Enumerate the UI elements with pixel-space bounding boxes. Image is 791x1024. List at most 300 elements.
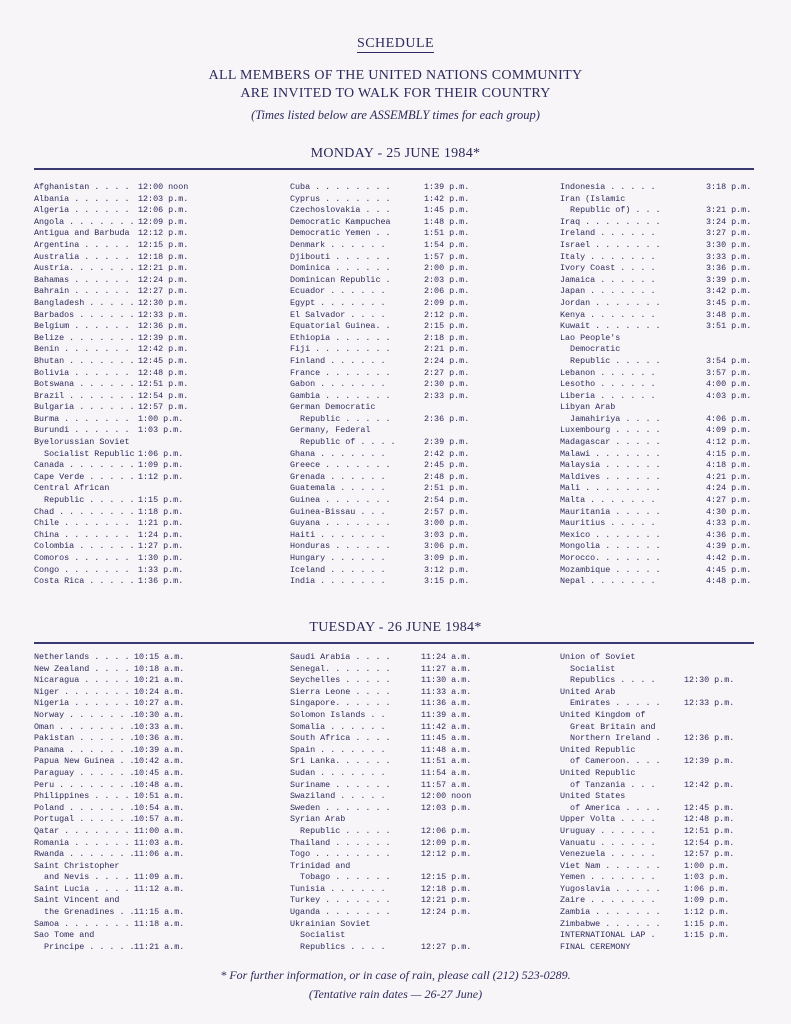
assembly-time: 11:15 a.m. — [134, 907, 185, 918]
assembly-time: 4:48 p.m. — [706, 576, 752, 587]
assembly-time: 1:45 p.m. — [424, 205, 470, 216]
country-name: Ecuador . . . . . . — [290, 286, 386, 297]
country-name: Tunisia . . . . . . — [290, 883, 386, 894]
country-name: Sri Lanka. . . . . . — [290, 756, 391, 767]
country-name: Albania . . . . . . — [34, 193, 130, 204]
assembly-time: 3:39 p.m. — [706, 274, 752, 285]
country-name: Cape Verde . . . . . — [34, 471, 135, 482]
assembly-time: 4:24 p.m. — [706, 483, 752, 494]
country-name: Australia . . . . . — [34, 251, 130, 262]
country-name: Canada . . . . . . . — [34, 460, 135, 471]
assembly-time: 12:12 p.m. — [421, 849, 472, 860]
invitation-line-1: ALL MEMBERS OF THE UNITED NATIONS COMMUNITY — [208, 68, 583, 83]
country-name: Mali . . . . . . . . — [560, 483, 661, 494]
assembly-time: 1:33 p.m. — [138, 564, 184, 575]
country-name: Togo . . . . . . . . — [290, 849, 391, 860]
assembly-time: 12:09 p.m. — [138, 216, 189, 227]
assembly-time: 3:45 p.m. — [706, 297, 752, 308]
country-name: Oman . . . . . . . . — [34, 721, 135, 732]
assembly-time: 12:54 p.m. — [138, 390, 189, 401]
country-name: Socialist — [290, 930, 346, 941]
country-name: Saudi Arabia . . . . — [290, 652, 391, 662]
country-name: of Cameroon. . . . — [560, 756, 661, 767]
country-name: Nepal . . . . . . . — [560, 576, 656, 587]
country-name: Bolivia . . . . . . — [34, 367, 130, 378]
assembly-time: 12:30 p.m. — [138, 297, 189, 308]
assembly-note: (Times listed below are ASSEMBLY times for each group) — [251, 108, 540, 122]
assembly-time: 1:39 p.m. — [424, 182, 470, 192]
country-name: Malawi . . . . . . . — [560, 448, 661, 459]
assembly-time: 11:27 a.m. — [421, 663, 472, 674]
assembly-time: 1:18 p.m. — [138, 506, 184, 517]
country-name: Republics . . . . — [290, 941, 386, 952]
footer-info: * For further information, or in case of rain, please call (212) 523-0289. — [220, 968, 571, 982]
country-name: Iraq . . . . . . . . — [560, 216, 661, 227]
assembly-time: 12:27 p.m. — [421, 941, 472, 952]
assembly-time: 10:45 a.m. — [134, 767, 185, 778]
country-name: Uruguay . . . . . . — [560, 825, 656, 836]
country-name: Mongolia . . . . . . — [560, 541, 661, 552]
country-name: Northern Ireland . — [560, 733, 661, 744]
assembly-time: 12:36 p.m. — [684, 733, 735, 744]
country-name: Gabon . . . . . . . — [290, 379, 386, 390]
country-name: Japan . . . . . . . — [560, 286, 656, 297]
country-name: Czechoslovakia . . . — [290, 205, 391, 216]
country-name: Emirates . . . . . — [560, 698, 661, 709]
assembly-time: 12:18 p.m. — [421, 883, 472, 894]
country-name: Nicaragua . . . . . — [34, 675, 130, 686]
assembly-time: 12:24 p.m. — [421, 907, 472, 918]
assembly-time: 10:57 a.m. — [134, 814, 185, 825]
assembly-time: 2:18 p.m. — [424, 332, 470, 343]
country-name: New Zealand . . . . — [34, 663, 130, 674]
country-name: Peru . . . . . . . . — [34, 779, 135, 790]
assembly-time: 1:15 p.m. — [138, 495, 184, 506]
country-name: Ivory Coast . . . . — [560, 263, 656, 274]
country-name: Israel . . . . . . . — [560, 239, 661, 250]
country-name: Viet Nam . . . . . . — [560, 860, 661, 871]
assembly-time: 12:39 p.m. — [684, 756, 735, 767]
country-name: United Kingdom of — [560, 709, 646, 720]
country-name: Sierra Leone . . . . — [290, 686, 391, 697]
country-name: FINAL CEREMONY — [560, 941, 631, 952]
country-name: Ghana . . . . . . . — [290, 448, 386, 459]
country-name: Austria. . . . . . . — [34, 263, 135, 274]
assembly-time: 10:18 a.m. — [134, 663, 185, 674]
country-name: Bahrain . . . . . . — [34, 286, 130, 297]
country-name: Jamaica . . . . . . — [560, 274, 656, 285]
country-name: Sudan . . . . . . . — [290, 767, 386, 778]
assembly-time: 2:39 p.m. — [424, 437, 470, 448]
country-name: Comoros . . . . . . — [34, 553, 130, 563]
country-name: Mauritius . . . . . — [560, 518, 656, 529]
country-name: Tobago . . . . . . — [290, 872, 391, 883]
country-name: Trinidad and — [290, 860, 351, 871]
assembly-time: 11:24 a.m. — [421, 652, 472, 662]
assembly-time: 3:54 p.m. — [706, 355, 752, 366]
assembly-time: 12:00 noon — [138, 182, 189, 192]
assembly-time: 12:12 p.m. — [138, 228, 189, 239]
country-name: South Africa . . . . — [290, 733, 391, 744]
country-name: Norway . . . . . . . — [34, 709, 135, 720]
country-name: Afghanistan . . . . — [34, 182, 130, 192]
assembly-time: 10:54 a.m. — [134, 802, 185, 813]
country-name: Cuba . . . . . . . . — [290, 182, 391, 192]
country-name: Guatemala . . . . . — [290, 483, 386, 494]
assembly-time: 12:33 p.m. — [138, 309, 189, 320]
assembly-time: 1:51 p.m. — [424, 228, 470, 239]
country-name: Socialist — [560, 663, 616, 674]
assembly-time: 1:27 p.m. — [138, 541, 184, 552]
country-name: Brazil . . . . . . . — [34, 390, 135, 401]
country-name: Haiti . . . . . . . — [290, 529, 386, 540]
assembly-time: 3:18 p.m. — [706, 182, 752, 192]
country-name: Paraguay . . . . . . — [34, 767, 135, 778]
country-name: Upper Volta . . . . — [560, 814, 656, 825]
assembly-time: 3:51 p.m. — [706, 321, 752, 332]
assembly-time: 1:12 p.m. — [684, 907, 730, 918]
assembly-time: 12:42 p.m. — [138, 344, 189, 355]
country-name: Socialist Republic — [34, 448, 135, 459]
assembly-time: 11:57 a.m. — [421, 779, 472, 790]
assembly-time: 11:39 a.m. — [421, 709, 472, 720]
country-name: Zimbabwe . . . . . . — [560, 918, 661, 929]
country-name: Kuwait . . . . . . . — [560, 321, 661, 332]
assembly-time: 12:15 p.m. — [421, 872, 472, 883]
assembly-time: 3:12 p.m. — [424, 564, 470, 575]
country-name: Philippines . . . . — [34, 791, 130, 802]
country-name: Indonesia . . . . . — [560, 182, 656, 192]
assembly-time: 2:36 p.m. — [424, 413, 470, 424]
country-name: Byelorussian Soviet — [34, 437, 130, 448]
country-name: Mexico . . . . . . . — [560, 529, 661, 540]
country-name: of America . . . . — [560, 802, 661, 813]
country-name: Rwanda . . . . . . . — [34, 849, 135, 860]
assembly-time: 1:48 p.m. — [424, 216, 470, 227]
country-name: Saint Lucia . . . . — [34, 883, 130, 894]
country-name: Iran (Islamic — [560, 193, 626, 204]
country-name: Bangladesh . . . . . — [34, 297, 135, 308]
country-name: Bhutan . . . . . . . — [34, 355, 135, 366]
assembly-time: 1:15 p.m. — [684, 918, 730, 929]
assembly-time: 12:27 p.m. — [138, 286, 189, 297]
assembly-time: 3:36 p.m. — [706, 263, 752, 274]
country-name: Liberia . . . . . . — [560, 390, 656, 401]
country-name: Angola . . . . . . . — [34, 216, 135, 227]
country-name: Solomon Islands . . — [290, 709, 386, 720]
country-name: United Republic — [560, 767, 636, 778]
assembly-time: 12:09 p.m. — [421, 837, 472, 848]
country-name: Malta . . . . . . . — [560, 495, 656, 506]
country-name: Swaziland . . . . . — [290, 791, 386, 802]
assembly-time: 1:03 p.m. — [138, 425, 184, 436]
assembly-time: 12:54 p.m. — [684, 837, 735, 848]
country-name: Principe . . . . . — [34, 941, 135, 952]
assembly-time: 11:42 a.m. — [421, 721, 472, 732]
assembly-time: 12:06 p.m. — [421, 825, 472, 836]
country-name: El Salvador . . . . — [290, 309, 386, 320]
country-name: Zaire . . . . . . . — [560, 895, 656, 906]
assembly-time: 4:09 p.m. — [706, 425, 752, 436]
country-name: Suriname . . . . . . — [290, 779, 391, 790]
country-name: Morocco. . . . . . . — [560, 553, 661, 563]
assembly-time: 4:30 p.m. — [706, 506, 752, 517]
assembly-time: 12:45 p.m. — [138, 355, 189, 366]
assembly-time: 1:24 p.m. — [138, 529, 184, 540]
assembly-time: 12:30 p.m. — [684, 675, 735, 686]
country-name: Great Britain and — [560, 721, 656, 732]
assembly-time: 1:36 p.m. — [138, 576, 184, 587]
country-name: Mozambique . . . . . — [560, 564, 661, 575]
country-name: Republics . . . . — [560, 675, 656, 686]
country-name: Saint Vincent and — [34, 895, 120, 906]
country-name: Syrian Arab — [290, 814, 346, 825]
country-name: Maldives . . . . . . — [560, 471, 661, 482]
country-name: Republic . . . . . — [290, 825, 391, 836]
country-name: Ireland . . . . . . — [560, 228, 656, 239]
country-name: Qatar . . . . . . . — [34, 825, 130, 836]
country-name: Guyana . . . . . . . — [290, 518, 391, 529]
assembly-time: 3:27 p.m. — [706, 228, 752, 239]
assembly-time: 2:30 p.m. — [424, 379, 470, 390]
assembly-time: 1:09 p.m. — [684, 895, 730, 906]
country-name: United Republic — [560, 744, 636, 755]
country-name: Gambia . . . . . . . — [290, 390, 391, 401]
country-name: Burundi . . . . . . — [34, 425, 130, 436]
country-name: Germany, Federal — [290, 425, 371, 436]
country-name: Democratic Yemen . . — [290, 228, 391, 239]
assembly-time: 2:45 p.m. — [424, 460, 470, 471]
country-name: Republic of) . . . — [560, 205, 661, 216]
country-name: Union of Soviet — [560, 652, 636, 662]
assembly-time: 11:12 a.m. — [134, 883, 185, 894]
assembly-time: 1:03 p.m. — [684, 872, 730, 883]
assembly-time: 11:48 a.m. — [421, 744, 472, 755]
invitation-line-2: ARE INVITED TO WALK FOR THEIR COUNTRY — [240, 86, 551, 101]
assembly-time: 10:39 a.m. — [134, 744, 185, 755]
assembly-time: 2:33 p.m. — [424, 390, 470, 401]
country-name: Turkey . . . . . . . — [290, 895, 391, 906]
assembly-time: 2:57 p.m. — [424, 506, 470, 517]
assembly-time: 11:18 a.m. — [134, 918, 185, 929]
assembly-time: 4:36 p.m. — [706, 529, 752, 540]
assembly-time: 3:00 p.m. — [424, 518, 470, 529]
assembly-time: 10:30 a.m. — [134, 709, 185, 720]
assembly-time: 3:21 p.m. — [706, 205, 752, 216]
country-name: Bahamas . . . . . . — [34, 274, 130, 285]
country-name: Niger . . . . . . . — [34, 686, 130, 697]
assembly-time: 3:33 p.m. — [706, 251, 752, 262]
assembly-time: 12:03 p.m. — [138, 193, 189, 204]
country-name: Italy . . . . . . . — [560, 251, 656, 262]
country-name: Republic . . . . . — [290, 413, 391, 424]
country-name: Djibouti . . . . . . — [290, 251, 391, 262]
assembly-time: 2:09 p.m. — [424, 297, 470, 308]
country-name: Finland . . . . . . — [290, 355, 386, 366]
country-name: Chad . . . . . . . . — [34, 506, 135, 517]
assembly-time: 3:30 p.m. — [706, 239, 752, 250]
country-name: Equatorial Guinea. . — [290, 321, 391, 332]
assembly-time: 1:54 p.m. — [424, 239, 470, 250]
country-name: Democratic Kampuchea — [290, 216, 391, 227]
footer-rain-dates: (Tentative rain dates — 26-27 June) — [308, 987, 483, 1001]
country-name: Guinea . . . . . . . — [290, 495, 391, 506]
assembly-time: 1:09 p.m. — [138, 460, 184, 471]
assembly-time: 11:06 a.m. — [134, 849, 185, 860]
assembly-time: 12:36 p.m. — [138, 321, 189, 332]
assembly-time: 10:21 a.m. — [134, 675, 185, 686]
assembly-time: 4:42 p.m. — [706, 553, 752, 563]
assembly-time: 12:03 p.m. — [421, 802, 472, 813]
assembly-time: 11:33 a.m. — [421, 686, 472, 697]
assembly-time: 11:09 a.m. — [134, 872, 185, 883]
assembly-time: 3:24 p.m. — [706, 216, 752, 227]
country-name: Dominica . . . . . . — [290, 263, 391, 274]
assembly-time: 12:51 p.m. — [138, 379, 189, 390]
assembly-time: 1:06 p.m. — [138, 448, 184, 459]
country-name: Venezuela . . . . . — [560, 849, 656, 860]
country-name: Belgium . . . . . . — [34, 321, 130, 332]
tuesday-heading: TUESDAY - 26 JUNE 1984* — [309, 620, 482, 635]
country-name: Pakistan . . . . . . — [34, 733, 135, 744]
assembly-time: 3:42 p.m. — [706, 286, 752, 297]
country-name: Honduras . . . . . . — [290, 541, 391, 552]
assembly-time: 2:24 p.m. — [424, 355, 470, 366]
country-name: Sweden . . . . . . . — [290, 802, 391, 813]
country-name: Senegal. . . . . . . — [290, 663, 391, 674]
country-name: Zambia . . . . . . . — [560, 907, 661, 918]
country-name: Denmark . . . . . . — [290, 239, 386, 250]
country-name: Spain . . . . . . . — [290, 744, 386, 755]
assembly-time: 11:45 a.m. — [421, 733, 472, 744]
assembly-time: 2:03 p.m. — [424, 274, 470, 285]
assembly-time: 10:36 a.m. — [134, 733, 185, 744]
country-name: Guinea-Bissau . . . — [290, 506, 386, 517]
title-text: SCHEDULE — [356, 36, 435, 51]
country-name: Mauritania . . . . . — [560, 506, 661, 517]
country-name: Ethiopia . . . . . . — [290, 332, 391, 343]
assembly-time: 2:27 p.m. — [424, 367, 470, 378]
country-name: Republic . . . . . — [560, 355, 661, 366]
assembly-time: 1:00 p.m. — [684, 860, 730, 871]
country-name: Jamahiriya . . . . — [560, 413, 661, 424]
country-name: Greece . . . . . . . — [290, 460, 391, 471]
country-name: Cyprus . . . . . . . — [290, 193, 391, 204]
assembly-time: 3:09 p.m. — [424, 553, 470, 563]
country-name: Ukrainian Soviet — [290, 918, 371, 929]
assembly-time: 1:42 p.m. — [424, 193, 470, 204]
country-name: China . . . . . . . — [34, 529, 130, 540]
assembly-time: 2:00 p.m. — [424, 263, 470, 274]
country-name: France . . . . . . . — [290, 367, 391, 378]
assembly-time: 11:00 a.m. — [134, 825, 185, 836]
country-name: German Democratic — [290, 402, 376, 413]
assembly-time: 11:03 a.m. — [134, 837, 185, 848]
country-name: Panama . . . . . . . — [34, 744, 135, 755]
country-name: INTERNATIONAL LAP . — [560, 930, 656, 941]
assembly-time: 10:33 a.m. — [134, 721, 185, 732]
assembly-time: 4:39 p.m. — [706, 541, 752, 552]
country-name: Jordan . . . . . . . — [560, 297, 661, 308]
assembly-time: 11:36 a.m. — [421, 698, 472, 709]
country-name: Saint Christopher — [34, 860, 120, 871]
country-name: Barbados . . . . . . — [34, 309, 135, 320]
country-name: Democratic — [560, 344, 621, 355]
country-name: Yugoslavia . . . . . — [560, 883, 661, 894]
country-name: of Tanzania . . . — [560, 779, 656, 790]
assembly-time: 12:24 p.m. — [138, 274, 189, 285]
country-name: India . . . . . . . — [290, 576, 386, 587]
country-name: Republic of . . . . — [290, 437, 396, 448]
assembly-time: 10:48 a.m. — [134, 779, 185, 790]
assembly-time: 4:27 p.m. — [706, 495, 752, 506]
assembly-time: 4:33 p.m. — [706, 518, 752, 529]
country-name: Romania . . . . . . — [34, 837, 130, 848]
country-name: Bulgaria . . . . . . — [34, 402, 135, 413]
assembly-time: 4:21 p.m. — [706, 471, 752, 482]
assembly-time: 12:57 p.m. — [684, 849, 735, 860]
tuesday-rule — [34, 642, 754, 644]
assembly-time: 4:03 p.m. — [706, 390, 752, 401]
country-name: Dominican Republic . — [290, 274, 391, 285]
assembly-time: 11:51 a.m. — [421, 756, 472, 767]
assembly-time: 3:06 p.m. — [424, 541, 470, 552]
country-name: Netherlands . . . . — [34, 652, 130, 662]
country-name: Grenada . . . . . . — [290, 471, 386, 482]
assembly-time: 12:42 p.m. — [684, 779, 735, 790]
country-name: Sao Tome and — [34, 930, 95, 941]
assembly-time: 12:48 p.m. — [138, 367, 189, 378]
country-name: Iceland . . . . . . — [290, 564, 386, 575]
country-name: Portugal . . . . . . — [34, 814, 135, 825]
country-name: Luxembourg . . . . . — [560, 425, 661, 436]
assembly-time: 3:03 p.m. — [424, 529, 470, 540]
country-name: Republic . . . . . — [34, 495, 135, 506]
assembly-time: 4:15 p.m. — [706, 448, 752, 459]
page-title — [0, 36, 791, 52]
assembly-time: 12:48 p.m. — [684, 814, 735, 825]
country-name: Yemen . . . . . . . — [560, 872, 656, 883]
monday-rule — [34, 168, 754, 170]
monday-heading: MONDAY - 25 JUNE 1984* — [310, 146, 481, 161]
country-name: Egypt . . . . . . . — [290, 297, 386, 308]
assembly-time: 10:24 a.m. — [134, 686, 185, 697]
assembly-time: 12:57 p.m. — [138, 402, 189, 413]
country-name: Hungary . . . . . . — [290, 553, 386, 563]
country-name: Nigeria . . . . . . — [34, 698, 130, 709]
country-name: Papua New Guinea . . — [34, 756, 135, 767]
country-name: Botswana . . . . . . — [34, 379, 135, 390]
assembly-time: 12:00 noon — [421, 791, 472, 802]
country-name: Poland . . . . . . . — [34, 802, 135, 813]
assembly-time: 3:57 p.m. — [706, 367, 752, 378]
assembly-time: 12:15 p.m. — [138, 239, 189, 250]
assembly-time: 2:54 p.m. — [424, 495, 470, 506]
country-name: and Nevis . . . . . — [34, 872, 140, 883]
country-name: Uganda . . . . . . . — [290, 907, 391, 918]
country-name: Belize . . . . . . . — [34, 332, 135, 343]
country-name: Kenya . . . . . . . — [560, 309, 656, 320]
assembly-time: 1:57 p.m. — [424, 251, 470, 262]
assembly-time: 1:06 p.m. — [684, 883, 730, 894]
assembly-time: 12:06 p.m. — [138, 205, 189, 216]
country-name: United States — [560, 791, 626, 802]
assembly-time: 1:21 p.m. — [138, 518, 184, 529]
country-name: Thailand . . . . . . — [290, 837, 391, 848]
assembly-time: 10:15 a.m. — [134, 652, 185, 662]
assembly-time: 1:30 p.m. — [138, 553, 184, 563]
assembly-time: 4:45 p.m. — [706, 564, 752, 575]
